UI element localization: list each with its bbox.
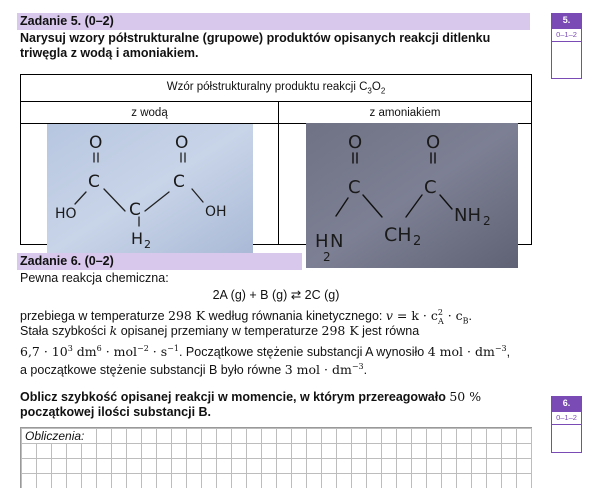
hw-ammonia-ch-sub: 2 bbox=[413, 234, 422, 249]
reaction-equation: 2A (g) + B (g) ⇄ 2C (g) bbox=[212, 288, 340, 302]
calculations-grid[interactable] bbox=[20, 427, 532, 488]
task5-score-box[interactable] bbox=[551, 42, 582, 79]
hw-ammonia-ch: CH bbox=[384, 224, 412, 246]
task6-question-line1: Oblicz szybkość opisanej reakcji w momencie, w którym przereagowało 50 % bbox=[20, 389, 482, 404]
task6-score-options: 0–1–2 bbox=[551, 411, 582, 425]
task5-score-options: 0–1–2 bbox=[551, 28, 582, 42]
hw-ammonia-n: N bbox=[330, 231, 344, 252]
table-header-cell: Wzór półstrukturalny produktu reakcji $C_3O_2$ bbox=[21, 75, 532, 102]
hw-water-c1: C bbox=[88, 172, 100, 192]
hw-ammonia-o2: O bbox=[426, 132, 441, 153]
task6-question-line2: początkowej ilości substancji B. bbox=[20, 405, 212, 419]
handwriting-photo-ammonia bbox=[306, 123, 518, 268]
hw-water-c2: C bbox=[129, 200, 141, 220]
task5-header: Zadanie 5. (0–2) bbox=[17, 13, 530, 30]
table-col-ammonia: z amoniakiem bbox=[279, 102, 532, 124]
task6-line5: a początkowe stężenie substancji B było równe 3 mol · $dm^{-3}$. bbox=[20, 362, 368, 378]
hw-water-h-sub: 2 bbox=[144, 238, 151, 251]
task6-line3: Stała szybkości k opisanej przemiany w temperaturze 298 K jest równa bbox=[20, 323, 420, 338]
task6-line1: Pewna reakcja chemiczna: bbox=[20, 271, 169, 285]
task6-score-number: 6. bbox=[551, 396, 582, 411]
hw-water-o1: O bbox=[89, 133, 103, 153]
hw-ammonia-nh-sub: 2 bbox=[483, 214, 491, 228]
hw-water-c3: C bbox=[173, 172, 185, 192]
hw-ammonia-h-sub: 2 bbox=[323, 250, 331, 264]
hw-water-oh: OH bbox=[205, 204, 227, 220]
hw-ammonia-c2: C bbox=[424, 177, 437, 198]
task6-line2: przebiega w temperaturze 298 K według równania kinetycznego: $v = k \cdot c^2_A \cdot c_B$. bbox=[20, 308, 473, 326]
task6-line4: $6,7 \cdot 10^3$ $dm^6 \cdot mol^{-2} \cdot s^{-1}$. Początkowe stężenie substancji A wynosiło 4 mol · $dm^{-3}$, bbox=[20, 344, 511, 360]
hw-ammonia-h: H bbox=[315, 231, 329, 252]
task5-prompt-line1: Narysuj wzory półstrukturalne (grupowe) produktów opisanych reakcji ditlenku bbox=[20, 31, 491, 45]
task6-header: Zadanie 6. (0–2) bbox=[17, 253, 302, 270]
hw-water-o2: O bbox=[175, 133, 189, 153]
hw-ammonia-o1: O bbox=[348, 132, 363, 153]
calculations-label: Obliczenia: bbox=[25, 429, 85, 443]
handwriting-photo-water bbox=[47, 124, 253, 255]
hw-ammonia-nh: NH bbox=[454, 205, 481, 226]
table-col-water: z wodą bbox=[21, 102, 279, 124]
task5-score-number: 5. bbox=[551, 13, 582, 28]
task5-prompt-line2: triwęgla z wodą i amoniakiem. bbox=[20, 46, 199, 60]
hw-water-h: H bbox=[131, 229, 144, 248]
task6-score-box[interactable] bbox=[551, 425, 582, 453]
hw-ammonia-c1: C bbox=[348, 177, 361, 198]
hw-water-ho: HO bbox=[55, 206, 77, 222]
